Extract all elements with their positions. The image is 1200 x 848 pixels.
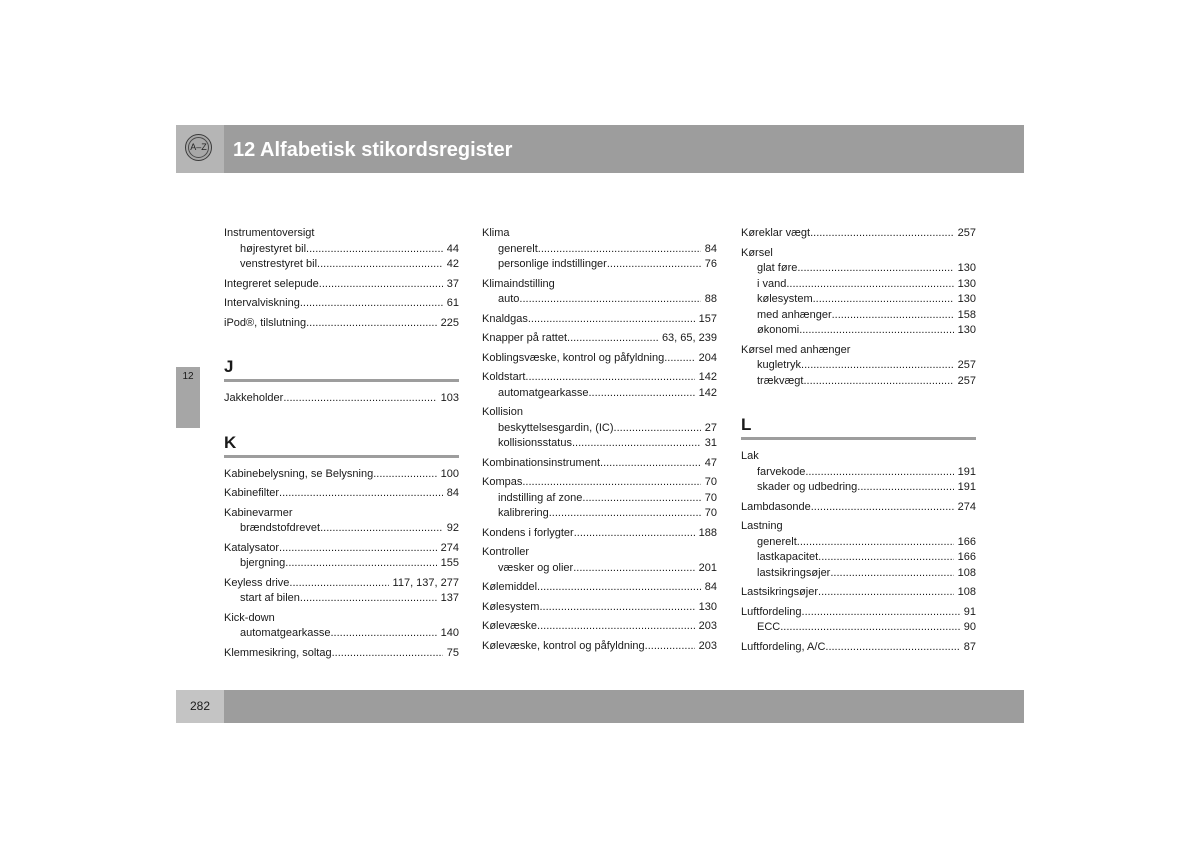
dot-leader [567, 331, 658, 347]
index-entry-group [741, 226, 976, 242]
index-subentry [741, 261, 976, 277]
index-entry [224, 646, 459, 662]
entry-label: beskyttelsesgardin, (IC) [498, 421, 614, 434]
entry-page-ref[interactable]: 130 [957, 324, 976, 336]
index-subentry [741, 358, 976, 374]
entry-page-ref[interactable]: 117, 137, 277 [392, 576, 459, 589]
index-entry [741, 246, 976, 262]
dot-leader [802, 605, 960, 621]
dot-leader [786, 277, 953, 293]
entry-label: i vand [757, 277, 787, 290]
entry-label: personlige indstillinger [498, 258, 607, 270]
entry-label: automatgearkasse [498, 386, 589, 399]
dot-leader [818, 585, 954, 601]
dot-leader [799, 323, 953, 339]
entry-label: Kombinationsinstrument [482, 456, 601, 469]
index-entry [482, 600, 717, 616]
entry-label: med anhænger [757, 308, 832, 321]
index-entry-group [741, 519, 976, 581]
index-subentry [224, 626, 459, 642]
entry-label: Luftfordeling [741, 605, 802, 618]
index-entry [741, 500, 976, 516]
dot-leader [519, 292, 700, 308]
index-subentry [741, 620, 976, 636]
entry-page-ref[interactable]: 130 [957, 277, 976, 290]
index-entry [482, 580, 717, 596]
index-entry-group [482, 639, 717, 655]
index-entry-group [482, 405, 717, 452]
dot-leader [572, 436, 701, 452]
index-subentry [741, 277, 976, 293]
entry-label: farvekode [757, 465, 806, 478]
entry-label: Lak [741, 450, 759, 462]
dot-leader [805, 465, 953, 481]
index-subentry [741, 292, 976, 308]
entry-page-ref[interactable]: 191 [957, 481, 976, 493]
entry-page-ref[interactable]: 188 [698, 526, 717, 539]
entry-label: trækvægt [757, 374, 804, 387]
index-subentry [482, 292, 717, 308]
entry-label: væsker og olier [498, 561, 574, 574]
entry-page-ref[interactable]: 27 [704, 421, 717, 434]
entry-label: Kontroller [482, 546, 530, 558]
entry-page-ref[interactable]: 84 [704, 242, 717, 255]
index-entry-group [741, 343, 976, 390]
dot-leader [582, 491, 700, 507]
page-title: 12 Alfabetisk stikordsregister [233, 139, 513, 161]
entry-page-ref[interactable]: 91 [963, 605, 976, 618]
index-entry-group [224, 277, 459, 293]
index-entry-group [224, 226, 459, 273]
entry-page-ref[interactable]: 157 [698, 312, 717, 325]
entry-label: Kick-down [224, 611, 275, 624]
index-entry [741, 449, 976, 465]
entry-page-ref[interactable]: 257 [957, 374, 976, 387]
entry-page-ref[interactable]: 84 [446, 487, 459, 499]
entry-page-ref[interactable]: 70 [704, 491, 717, 504]
index-entry-group [741, 449, 976, 496]
entry-label: indstilling af zone [498, 491, 583, 504]
index-subentry [741, 465, 976, 481]
dot-leader [283, 391, 436, 407]
index-subentry [482, 421, 717, 437]
index-entry-group [224, 391, 459, 407]
index-subentry [482, 436, 717, 452]
entry-label: Kabinevarmer [224, 506, 293, 519]
entry-label: Klimaindstilling [482, 277, 555, 290]
chapter-tab-label: 12 [182, 371, 194, 382]
index-entry-group [482, 545, 717, 576]
section-divider [224, 379, 459, 382]
entry-label: Knaldgas [482, 312, 528, 325]
index-entry-group [482, 277, 717, 308]
entry-page-ref[interactable]: 103 [440, 392, 459, 404]
entry-page-ref[interactable]: 191 [957, 465, 976, 478]
entry-page-ref[interactable]: 130 [698, 600, 717, 613]
index-subentry [741, 374, 976, 390]
dot-leader [331, 626, 437, 642]
entry-page-ref[interactable]: 130 [957, 293, 976, 305]
entry-page-ref[interactable]: 108 [957, 566, 976, 579]
entry-label: start af bilen [240, 592, 300, 604]
entry-label: Kollision [482, 406, 523, 418]
dot-leader [832, 308, 954, 324]
entry-label: Kabinefilter [224, 487, 280, 499]
index-entry [741, 226, 976, 242]
index-column-1 [224, 226, 459, 665]
entry-label: venstrestyret bil [240, 258, 318, 270]
entry-page-ref[interactable]: 257 [957, 359, 976, 371]
entry-label: Kørsel med anhænger [741, 343, 851, 356]
entry-page-ref[interactable]: 274 [440, 541, 459, 554]
index-entry [224, 226, 459, 242]
dot-leader [320, 521, 443, 537]
index-entry-group [482, 226, 717, 273]
index-entry-group [482, 456, 717, 472]
index-entry-group [741, 246, 976, 339]
section-letter-heading: J [224, 357, 234, 376]
index-entry [224, 506, 459, 522]
index-subentry [224, 521, 459, 537]
index-entry-group [741, 640, 976, 656]
entry-label: Keyless drive [224, 576, 290, 589]
entry-label: Luftfordeling, A/C [741, 640, 826, 653]
index-entry-group [224, 541, 459, 572]
index-entry [482, 312, 717, 328]
dot-leader [573, 561, 694, 577]
index-entry [482, 351, 717, 367]
entry-label: Kompas [482, 476, 523, 488]
dot-leader [525, 370, 694, 386]
entry-label: Knapper på rattet [482, 332, 568, 344]
entry-label: kalibrering [498, 507, 549, 519]
entry-label: Lambdasonde [741, 500, 811, 513]
dot-leader [300, 296, 443, 312]
entry-page-ref[interactable]: 47 [704, 456, 717, 469]
index-entry [482, 545, 717, 561]
index-entry-group [482, 312, 717, 328]
entry-page-ref[interactable]: 92 [446, 522, 459, 534]
section-divider [741, 437, 976, 440]
entry-label: kugletryk [757, 359, 802, 371]
entry-page-ref[interactable]: 166 [957, 551, 976, 563]
dot-leader [801, 358, 954, 374]
index-entry [741, 640, 976, 656]
dot-leader [825, 640, 959, 656]
entry-label: Kondens i forlygter [482, 526, 574, 539]
entry-page-ref[interactable]: 90 [963, 621, 976, 633]
entry-page-ref[interactable]: 31 [704, 437, 717, 449]
dot-leader [537, 619, 695, 635]
dot-leader [279, 486, 443, 502]
entry-label: auto [498, 293, 520, 305]
entry-label: kollisionsstatus [498, 437, 572, 449]
index-entry-group [482, 580, 717, 596]
index-subentry [741, 550, 976, 566]
entry-label: Klemmesikring, soltag [224, 646, 332, 659]
dot-leader [373, 467, 436, 483]
a-z-icon-label: A–Z [188, 137, 209, 158]
entry-label: lastkapacitet [757, 551, 819, 563]
index-subentry [482, 506, 717, 522]
dot-leader [285, 556, 436, 572]
index-column-2 [482, 226, 717, 658]
section-divider [224, 455, 459, 458]
entry-label: ECC [757, 621, 781, 633]
dot-leader [607, 257, 701, 273]
entry-page-ref[interactable]: 142 [698, 371, 717, 383]
entry-label: Kølevæske, kontrol og påfyldning [482, 639, 645, 652]
index-entry [224, 467, 459, 483]
index-entry [224, 316, 459, 332]
dot-leader [528, 312, 695, 328]
index-subentry [482, 242, 717, 258]
dot-leader [813, 292, 954, 308]
dot-leader [279, 541, 437, 557]
entry-page-ref[interactable]: 108 [957, 586, 976, 598]
index-entry [482, 619, 717, 635]
dot-leader [300, 591, 437, 607]
index-entry-group [224, 646, 459, 662]
index-entry [482, 456, 717, 472]
dot-leader [857, 480, 953, 496]
entry-label: Koblingsvæske, kontrol og påfyldning [482, 351, 665, 364]
index-subentry [482, 491, 717, 507]
dot-leader [664, 351, 694, 367]
index-subentry [482, 257, 717, 273]
entry-label: Kølevæske [482, 620, 538, 632]
entry-page-ref[interactable]: 37 [446, 277, 459, 290]
dot-leader [539, 600, 694, 616]
index-entry [224, 296, 459, 312]
entry-label: generelt [757, 535, 797, 548]
dot-leader [538, 242, 701, 258]
index-entry [482, 475, 717, 491]
dot-leader [522, 475, 700, 491]
entry-page-ref[interactable]: 142 [698, 386, 717, 399]
entry-page-ref[interactable]: 204 [698, 351, 717, 364]
entry-page-ref[interactable]: 158 [957, 308, 976, 321]
index-subentry [741, 323, 976, 339]
index-entry-group [482, 475, 717, 522]
index-subentry [224, 591, 459, 607]
index-entry [482, 639, 717, 655]
index-entry-group [741, 500, 976, 516]
entry-label: Jakkeholder [224, 392, 284, 404]
index-entry-group [482, 619, 717, 635]
index-subentry [482, 561, 717, 577]
index-entry-group [224, 467, 459, 483]
entry-label: Kabinebelysning, se Belysning [224, 467, 374, 480]
dot-leader [589, 386, 695, 402]
page-number: 282 [189, 699, 211, 713]
entry-label: Lastning [741, 520, 783, 532]
entry-page-ref[interactable]: 88 [704, 293, 717, 305]
entry-page-ref[interactable]: 155 [440, 557, 459, 569]
index-entry-group [482, 331, 717, 347]
index-entry [482, 277, 717, 293]
index-entry-group [224, 486, 459, 502]
index-entry [482, 226, 717, 242]
index-subentry [224, 257, 459, 273]
entry-label: Kørsel [741, 246, 773, 259]
dot-leader [797, 261, 953, 277]
entry-label: brændstofdrevet [240, 522, 321, 534]
entry-label: Integreret selepude [224, 277, 319, 290]
entry-label: højrestyret bil [240, 242, 307, 255]
index-entry [741, 519, 976, 535]
entry-page-ref[interactable]: 63, 65, 239 [661, 332, 717, 344]
entry-label: Klima [482, 227, 510, 239]
entry-page-ref[interactable]: 166 [957, 535, 976, 548]
entry-page-ref[interactable]: 203 [698, 639, 717, 652]
index-entry [224, 391, 459, 407]
dot-leader [289, 576, 388, 592]
dot-leader [818, 550, 953, 566]
entry-label: Intervalviskning [224, 297, 300, 309]
entry-page-ref[interactable]: 274 [957, 500, 976, 513]
section-letter-heading: L [741, 415, 752, 434]
entry-label: lastsikringsøjer [757, 566, 831, 579]
index-entry-group [224, 316, 459, 332]
entry-page-ref[interactable]: 225 [440, 316, 459, 329]
dot-leader [803, 374, 953, 390]
index-entry [741, 605, 976, 621]
entry-label: glat føre [757, 262, 798, 274]
entry-label: skader og udbedring [757, 481, 858, 493]
entry-label: generelt [498, 242, 538, 255]
entry-label: bjergning [240, 557, 286, 569]
entry-label: kølesystem [757, 293, 813, 305]
index-entry [482, 331, 717, 347]
dot-leader [811, 500, 954, 516]
index-entry-group [482, 600, 717, 616]
dot-leader [810, 226, 954, 242]
dot-leader [645, 639, 695, 655]
index-entry [482, 405, 717, 421]
dot-leader [780, 620, 960, 636]
index-entry [482, 526, 717, 542]
index-column-3 [741, 226, 976, 659]
entry-page-ref[interactable]: 42 [446, 258, 459, 270]
index-subentry [224, 242, 459, 258]
entry-page-ref[interactable]: 257 [957, 227, 976, 239]
index-subentry [741, 566, 976, 582]
index-entry [224, 277, 459, 293]
dot-leader [600, 456, 701, 472]
entry-label: Koldstart [482, 371, 526, 383]
index-entry [224, 611, 459, 627]
entry-page-ref[interactable]: 61 [446, 297, 459, 309]
dot-leader [797, 535, 954, 551]
dot-leader [574, 526, 695, 542]
dot-leader [549, 506, 701, 522]
dot-leader [319, 277, 443, 293]
entry-page-ref[interactable]: 44 [446, 242, 459, 255]
entry-page-ref[interactable]: 130 [957, 262, 976, 274]
entry-label: Kølesystem [482, 600, 540, 613]
entry-label: Katalysator [224, 541, 280, 554]
dot-leader [332, 646, 443, 662]
a-z-index-icon [185, 134, 212, 161]
index-entry [741, 585, 976, 601]
entry-page-ref[interactable]: 203 [698, 620, 717, 632]
index-entry [482, 370, 717, 386]
index-entry-group [224, 296, 459, 312]
index-subentry [741, 308, 976, 324]
entry-page-ref[interactable]: 137 [440, 592, 459, 604]
index-entry-group [224, 576, 459, 607]
dot-leader [306, 242, 443, 258]
entry-page-ref[interactable]: 140 [440, 627, 459, 639]
index-entry-group [741, 605, 976, 636]
index-entry-group [482, 351, 717, 367]
index-subentry [741, 535, 976, 551]
index-entry-group [741, 585, 976, 601]
index-entry [224, 486, 459, 502]
index-entry [741, 343, 976, 359]
entry-label: Instrumentoversigt [224, 227, 315, 239]
entry-page-ref[interactable]: 76 [704, 258, 717, 270]
entry-label: Lastsikringsøjer [741, 586, 819, 598]
dot-leader [830, 566, 953, 582]
index-subentry [482, 386, 717, 402]
index-entry-group [482, 526, 717, 542]
entry-page-ref[interactable]: 100 [440, 467, 459, 480]
dot-leader [317, 257, 443, 273]
entry-page-ref[interactable]: 70 [704, 507, 717, 519]
section-letter-heading: K [224, 432, 237, 452]
entry-label: Kølemiddel [482, 581, 538, 593]
entry-label: automatgearkasse [240, 627, 331, 639]
entry-label: økonomi [757, 324, 800, 336]
index-subentry [741, 480, 976, 496]
dot-leader [537, 580, 701, 596]
entry-label: iPod®, tilslutning [224, 316, 307, 329]
entry-page-ref[interactable]: 201 [698, 561, 717, 574]
index-entry [224, 576, 459, 592]
entry-page-ref[interactable]: 70 [704, 476, 717, 488]
index-entry [224, 541, 459, 557]
entry-label: Køreklar vægt [741, 227, 811, 239]
entry-page-ref[interactable]: 87 [963, 640, 976, 653]
dot-leader [614, 421, 701, 437]
entry-page-ref[interactable]: 84 [704, 581, 717, 593]
index-entry-group [224, 611, 459, 642]
entry-page-ref[interactable]: 75 [446, 646, 459, 659]
index-subentry [224, 556, 459, 572]
index-entry-group [224, 506, 459, 537]
index-entry-group [482, 370, 717, 401]
footer-bar [176, 690, 1024, 723]
dot-leader [306, 316, 437, 332]
